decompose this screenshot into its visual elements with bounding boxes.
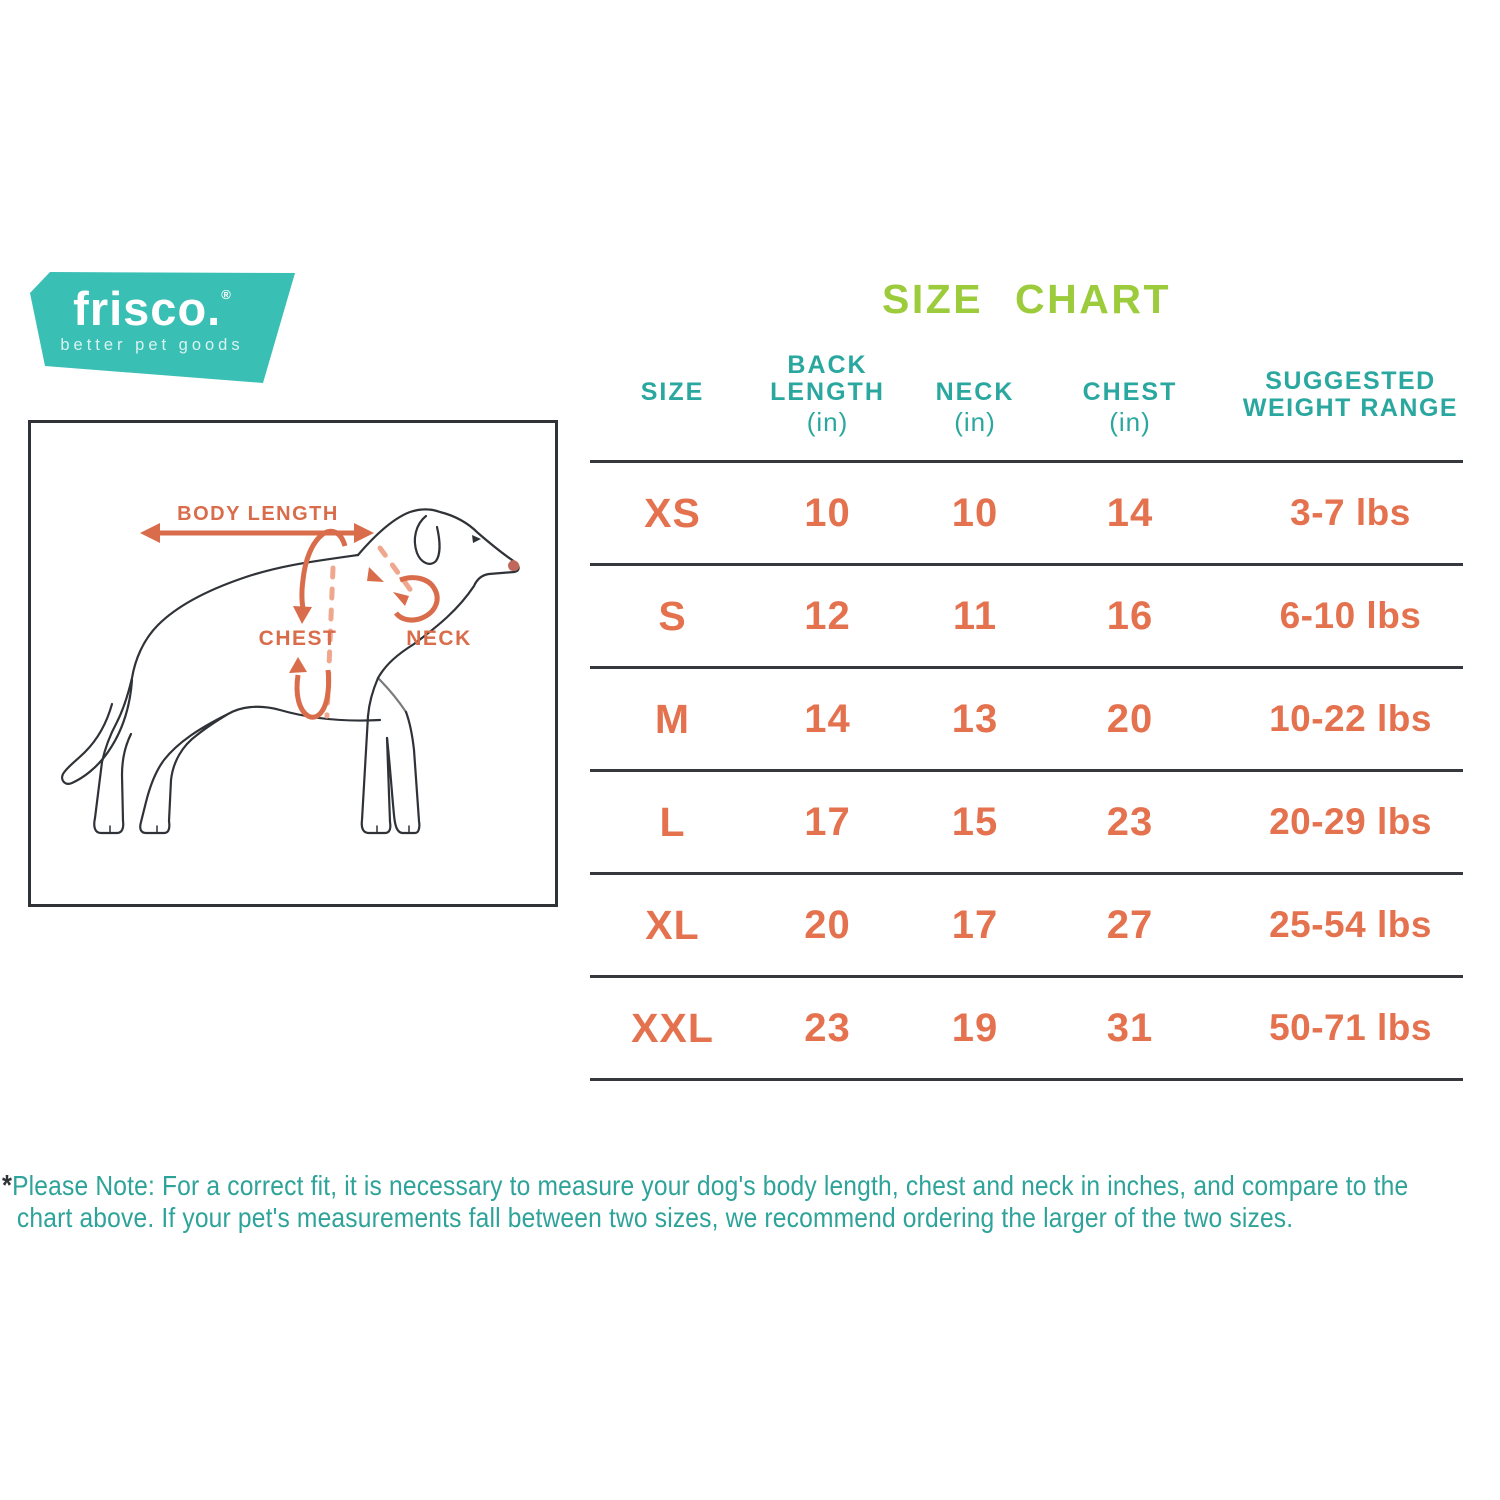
column-header-weight-range: SUGGESTED WEIGHT RANGE — [1242, 367, 1459, 422]
table-row-xl: XL 20 17 27 25-54 lbs — [590, 872, 1463, 975]
chest-ellipse — [297, 531, 345, 717]
logo-tagline: better pet goods — [60, 336, 244, 354]
neck-arrow-down-right — [367, 567, 384, 582]
footnote-asterisk: * — [2, 1170, 13, 1202]
neck-arrow-up-left — [393, 592, 409, 606]
measurement-annotations — [140, 503, 472, 717]
table-row-xs: XS 10 10 14 3-7 lbs — [590, 460, 1463, 563]
size-chart-table — [590, 460, 1463, 1081]
size-chart-header-row — [590, 352, 1463, 440]
trademark-symbol: ® — [221, 287, 231, 302]
dog-measurement-diagram — [28, 420, 558, 907]
column-header-neck: NECK (in) — [935, 378, 1015, 437]
table-row-l: L 17 15 23 20-29 lbs — [590, 769, 1463, 872]
column-header-size: SIZE — [640, 378, 705, 406]
table-row-s: S 12 11 16 6-10 lbs — [590, 563, 1463, 666]
chest-arrow-up — [289, 657, 307, 673]
logo-brand-text: frisco.® — [73, 282, 231, 335]
footnote — [2, 1170, 1495, 1233]
footnote-line-2: chart above. If your pet's measurements fall between two sizes, we recommend ordering the larger of the two sizes. — [16, 1202, 1294, 1233]
column-header-chest: CHEST (in) — [1082, 378, 1178, 437]
neck-label: NECK — [406, 627, 472, 650]
footnote-line-1: *Please Note: For a correct fit, it is necessary to measure your dog's body length, chest and neck in inches, and compare to the — [2, 1170, 1409, 1202]
frisco-logo — [25, 265, 325, 405]
neck-dashed-line — [380, 548, 412, 592]
column-header-back-length: BACK LENGTH (in) — [770, 351, 885, 437]
dog-diagram-svg — [28, 420, 558, 907]
page-title: SIZE CHART — [882, 276, 1171, 322]
table-row-xxl: XXL 23 19 31 50-71 lbs — [590, 975, 1463, 1078]
chest-arrow-down — [293, 606, 312, 624]
body-length-label: BODY LENGTH — [177, 503, 339, 525]
chest-label: CHEST — [258, 627, 338, 650]
table-row-m: M 14 13 20 10-22 lbs — [590, 666, 1463, 769]
